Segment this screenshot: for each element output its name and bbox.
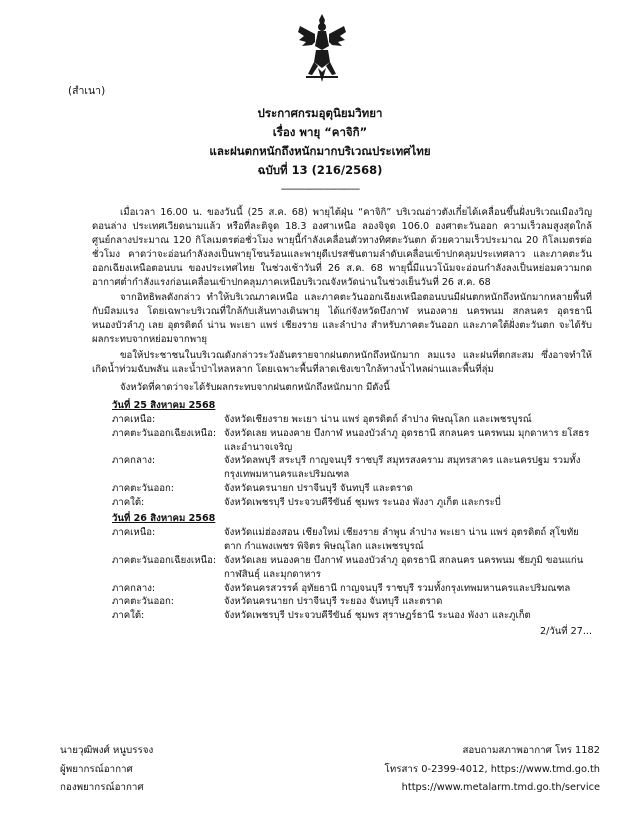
region-name: ภาคตะวันออกเฉียงเหนือ: [112,554,217,566]
announcement-subject: เรื่อง พายุ “คาจิกิ” [272,125,368,139]
region-provinces: จังหวัดแม่ฮ่องสอน เชียงใหม่ เชียงราย ลำพูน ลำปาง พะเยา น่าน แพร่ อุตรดิตถ์ สุโขทัย ตาก กำแพงเพชร พิจิตร พิษณุโลก และเพชรบูรณ์ [224,526,579,552]
region-provinces: จังหวัดนครนายก ปราจีนบุรี ระยอง จันทบุรี และตราด [224,596,443,608]
garuda-emblem-icon [296,12,348,84]
region-provinces: จังหวัดนครนายก ปราจีนบุรี จันทบุรี และตราด [224,483,413,495]
forecaster-division: กองพยากรณ์อากาศ [60,782,144,794]
announcement-org: ประกาศกรมอุตุนิยมวิทยา [257,106,383,120]
day-heading: วันที่ 25 สิงหาคม 2568 [112,399,216,411]
region-name: ภาคตะวันออกเฉียงเหนือ: [112,427,217,439]
continuation-note: 2/วันที่ 27... [539,626,592,638]
day-heading: วันที่ 26 สิงหาคม 2568 [112,513,216,525]
region-row [112,482,592,496]
region-provinces: จังหวัดเพชรบุรี ประจวบคีรีขันธ์ ชุมพร ระนอง พังงา ภูเก็ต และกระบี่ [224,497,501,509]
copy-label: (สำเนา) [68,85,106,97]
affected-provinces-intro: จังหวัดที่คาดว่าจะได้รับผลกระทบจากฝนตกหนักถึงหนักมาก มีดังนี้ [120,381,390,393]
contact-info [384,742,600,798]
paragraph-warning: ขอให้ประชาชนในบริเวณดังกล่าวระวังอันตรายจากฝนตกหนักถึงหนักมาก ลมแรง และฝนที่ตกสะสม ซึ่งอาจทำให้เกิดน้ำท่วมฉับพลัน และน้ำป่าไหลหลาก โดยเฉพาะพื้นที่ลาดเชิงเขาใกล้ทางน้ำไหลผ่านและพื้นที่ลุ่ม [92,350,592,375]
region-row [112,454,592,482]
paragraph-impact: จากอิทธิพลดังกล่าว ทำให้บริเวณภาคเหนือ และภาคตะวันออกเฉียงเหนือตอนบนมีฝนตกหนักถึงหนักมากหลายพื้นที่ กับมีลมแรง โดยเฉพาะบริเวณที่ใกล้กับเส้นทางเดินพายุ ได้แก่จังหวัดบึงกาฬ หนองคาย นครพนม สกลนคร อุดรธานี หนองบัวลำภู เลย อุตรดิตถ์ น่าน พะเยา แพร่ เชียงราย และลำปาง สำหรับภาคตะวันออก และภาคใต้ฝั่งตะวันตก จะได้รับผลกระทบจากหย่อมจากพายุ [92,292,592,346]
contact-service-url[interactable]: https://www.metalarm.tmd.go.th/service [401,782,600,794]
region-provinces: จังหวัดเชียงราย พะเยา น่าน แพร่ อุตรดิตถ์ ลำปาง พิษณุโลก และเพชรบูรณ์ [224,413,532,425]
region-row [112,609,592,623]
forecaster-name: นายวุฒิพงศ์ หนูบรรจง [60,745,154,756]
region-row [112,554,592,582]
announcement-subject-line2: และฝนตกหนักถึงหนักมากบริเวณประเทศไทย [209,144,431,158]
region-row [112,526,592,554]
region-row [112,427,592,455]
contact-fax-website[interactable]: โทรสาร 0-2399-4012, https://www.tmd.go.th [384,763,600,775]
forecaster-signature [60,742,153,798]
forecaster-title: ผู้พยากรณ์อากาศ [60,763,133,775]
region-row [112,595,592,609]
region-name: ภาคตะวันออก: [112,596,175,608]
region-row [112,582,592,596]
region-name: ภาคเหนือ: [112,413,156,425]
region-provinces: จังหวัดเลย หนองคาย บึงกาฬ หนองบัวลำภู อุดรธานี สกลนคร นครพนม ชัยภูมิ ขอนแก่น กาฬสินธุ์ และมุกดาหาร [224,554,584,580]
region-name: ภาคกลาง: [112,582,156,594]
region-provinces: จังหวัดนครสวรรค์ อุทัยธานี กาญจนบุรี ราชบุรี รวมทั้งกรุงเทพมหานครและปริมณฑล [224,582,571,594]
region-provinces: จังหวัดลพบุรี สระบุรี กาญจนบุรี ราชบุรี สมุทรสงคราม สมุทรสาคร และนครปฐม รวมทั้งกรุงเทพมหานครและปริมณฑล [224,455,581,481]
announcement-issue: ฉบับที่ 13 (216/2568) [257,163,383,177]
header-divider: ------------------------------ [280,184,360,195]
contact-hotline: สอบถามสภาพอากาศ โทร 1182 [462,745,600,756]
paragraph-storm-position: เมื่อเวลา 16.00 น. ของวันนี้ (25 ส.ค. 68) พายุไต้ฝุ่น “คาจิกิ” บริเวณอ่าวตังเกี๋ยได้เคลื่อนขึ้นฝั่งบริเวณเมืองวิญดอนล่าง ประเทศเวียดนามแล้ว หรือที่ละติจูด 18.3 องศาเหนือ ลองจิจูด 106.0 องศาตะวันออก ความเร็วลมสูงสุดใกล้ศูนย์กลางประมาณ 120 กิโลเมตรต่อชั่วโมง พายุนี้กำลังเคลื่อนตัวทางทิศตะวันตก ด้วยความเร็วประมาณ 20 กิโลเมตรต่อชั่วโมง คาดว่าจะอ่อนกำลังลงเป็นพายุโซนร้อนและพายุดีเปรสชันตามลำดับเคลื่อนเข้าปกคลุมประเทศลาว และภาคตะวันออกเฉียงเหนือตอนบน ของประเทศไทย ในช่วงเช้าวันที่ 26 ส.ค. 68 พายุนี้มีแนวโน้มจะอ่อนกำลังลงเป็นหย่อมความกดอากาศต่ำกำลังแรงก่อนเคลื่อนเข้าปกคลุมภาคเหนือบริเวณจังหวัดน่านในช่วงเย็นวันที่ 26 ส.ค. 68 [92,207,592,288]
region-provinces: จังหวัดเพชรบุรี ประจวบคีรีขันธ์ ชุมพร สุราษฎร์ธานี ระนอง พังงา และภูเก็ต [224,610,531,622]
region-name: ภาคกลาง: [112,455,156,467]
region-provinces: จังหวัดเลย หนองคาย บึงกาฬ หนองบัวลำภู อุดรธานี สกลนคร นครพนม มุกดาหาร ยโสธร และอำนาจเจริญ [224,427,590,453]
region-name: ภาคเหนือ: [112,526,156,538]
region-name: ภาคใต้: [112,497,145,509]
region-row [112,496,592,510]
region-name: ภาคใต้: [112,610,145,622]
region-row [112,413,592,427]
region-name: ภาคตะวันออก: [112,483,175,495]
announcement-body [92,206,592,639]
announcement-header [0,104,640,199]
